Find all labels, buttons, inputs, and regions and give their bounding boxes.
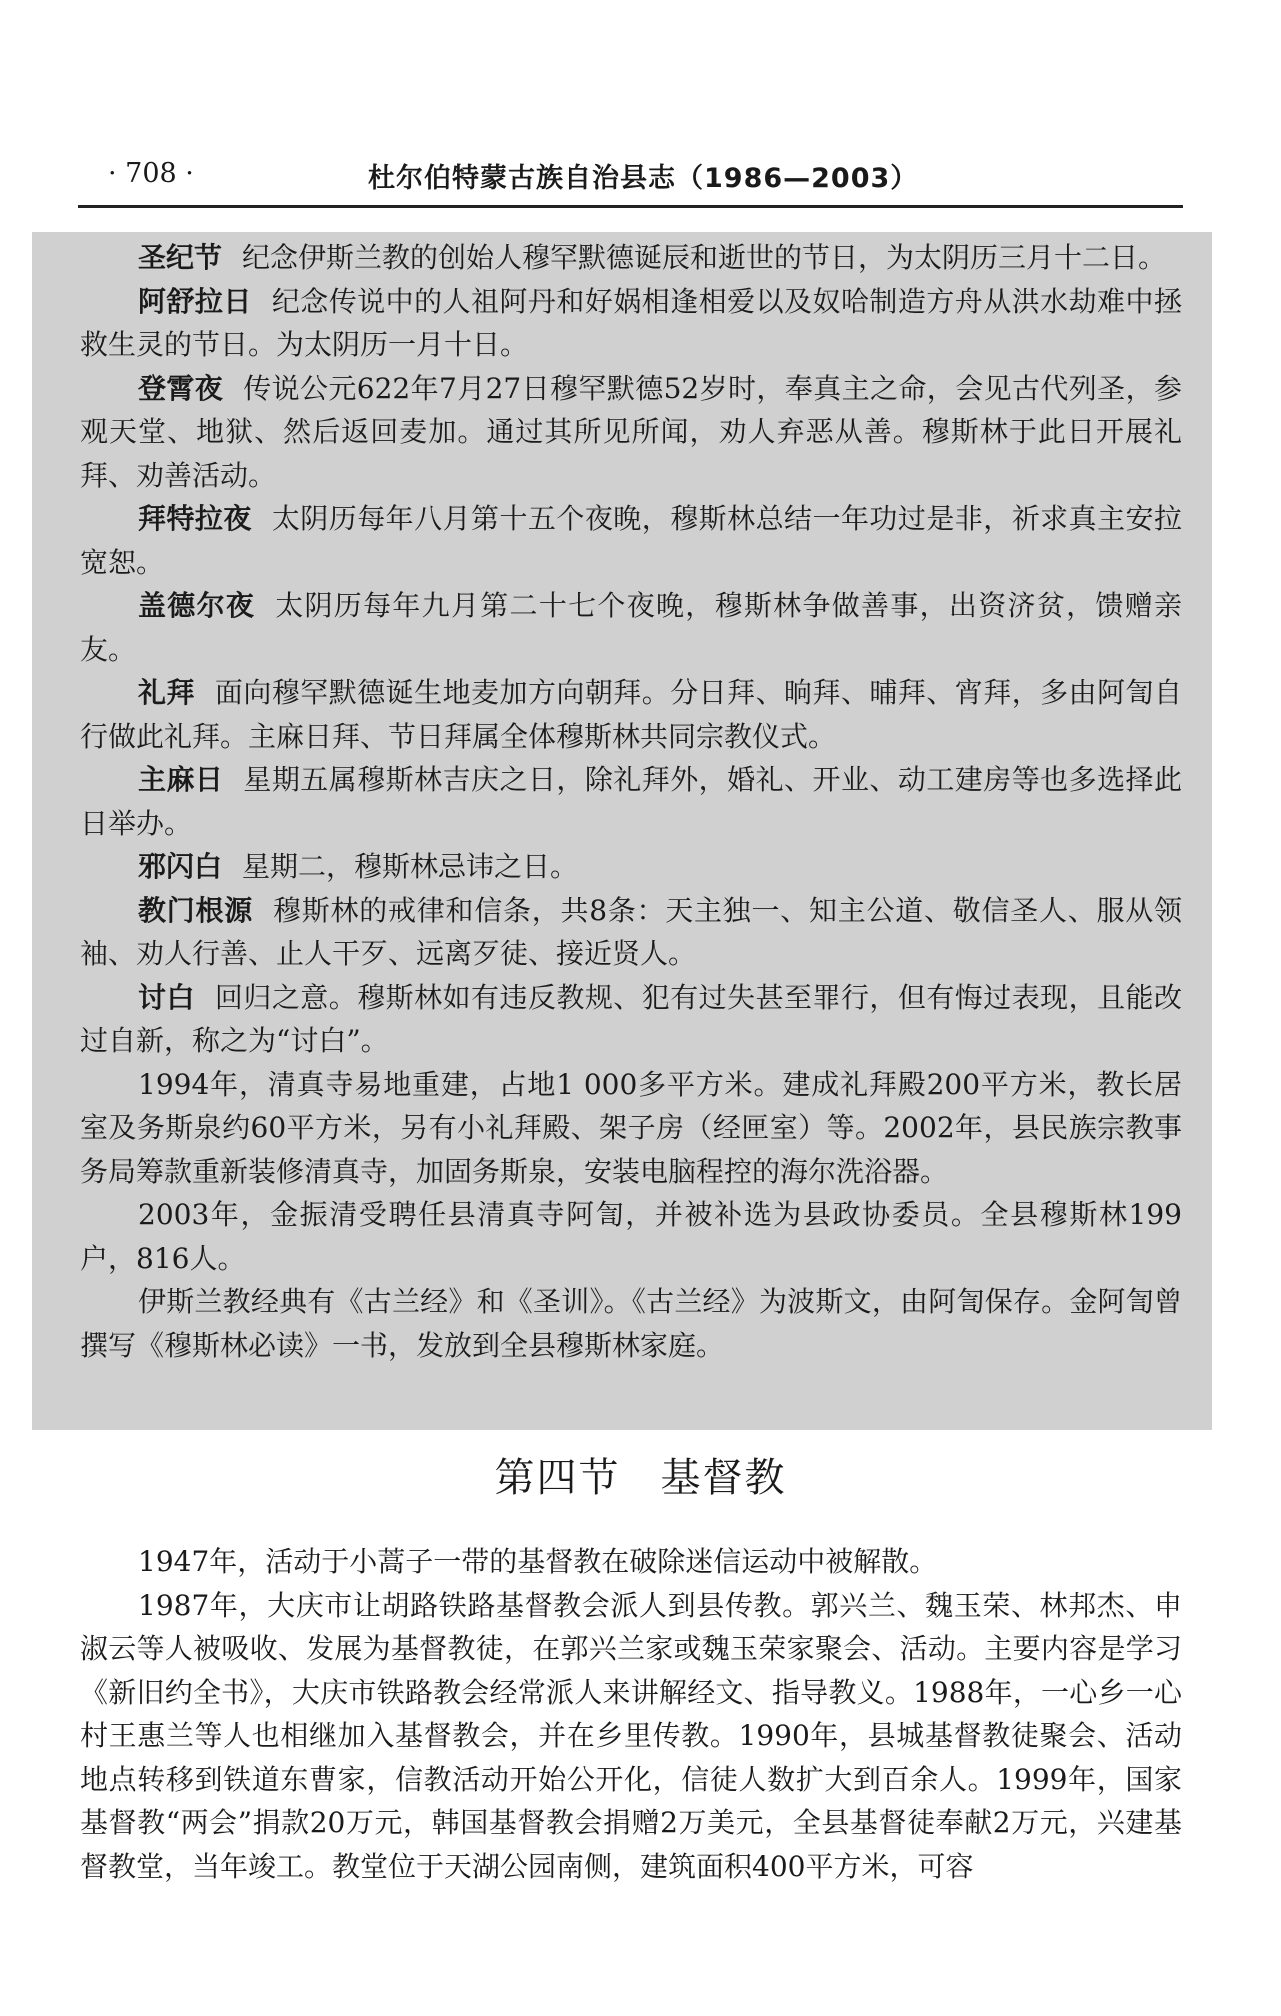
entry-paragraph [80, 367, 1182, 498]
entry-paragraph [80, 845, 1182, 889]
section-title: 基督教 [660, 1455, 787, 1501]
entry-text: 传说公元622年7月27日穆罕默德52岁时，奉真主之命，会见古代列圣，参观天堂、地狱、然后返回麦加。通过其所见所闻，劝人弃恶从善。穆斯林于此日开展礼拜、劝善活动。 [80, 371, 1182, 492]
entry-term: 教门根源 [138, 893, 253, 927]
entry-term: 盖德尔夜 [138, 589, 256, 622]
shaded-text-block [80, 236, 1182, 1367]
entry-paragraph [80, 497, 1182, 584]
page-header [78, 152, 1178, 202]
section-body [80, 1540, 1182, 1888]
entry-paragraph [80, 280, 1182, 367]
section-number: 第四节 [494, 1455, 621, 1501]
body-paragraph: 2003年，金振清受聘任县清真寺阿訇，并被补选为县政协委员。全县穆斯林199户，816人。 [80, 1198, 1182, 1275]
entry-text: 纪念伊斯兰教的创始人穆罕默德诞辰和逝世的节日，为太阴历三月十二日。 [242, 241, 1167, 274]
entry-term: 主麻日 [138, 763, 224, 796]
running-title: 杜尔伯特蒙古族自治县志（1986—2003） [368, 163, 919, 194]
entry-text: 太阴历每年八月第十五个夜晚，穆斯林总结一年功过是非，祈求真主安拉宽恕。 [80, 502, 1182, 579]
entry-paragraph [80, 671, 1182, 758]
entry-paragraph [80, 584, 1182, 671]
entry-text: 星期五属穆斯林吉庆之日，除礼拜外，婚礼、开业、动工建房等也多选择此日举办。 [80, 763, 1182, 840]
entry-term: 礼拜 [138, 676, 195, 709]
entry-term: 邪闪白 [138, 850, 223, 883]
body-paragraph: 1947年，活动于小蒿子一带的基督教在破除迷信运动中被解散。 [138, 1545, 938, 1578]
entry-term: 圣纪节 [138, 241, 223, 274]
entry-text: 纪念传说中的人祖阿丹和好娲相逢相爱以及奴哈制造方舟从洪水劫难中拯救生灵的节日。为太阴历一月十日。 [80, 284, 1182, 361]
body-paragraph: 伊斯兰教经典有《古兰经》和《圣训》。《古兰经》为波斯文，由阿訇保存。金阿訇曾撰写《穆斯林必读》一书，发放到全县穆斯林家庭。 [80, 1285, 1182, 1362]
entry-text: 面向穆罕默德诞生地麦加方向朝拜。分日拜、晌拜、晡拜、宵拜，多由阿訇自行做此礼拜。主麻日拜、节日拜属全体穆斯林共同宗教仪式。 [80, 676, 1182, 753]
body-paragraph: 1994年，清真寺易地重建，占地1 000多平方米。建成礼拜殿200平方米，教长居室及务斯泉约60平方米，另有小礼拜殿、架子房（经匣室）等。2002年，县民族宗教事务局筹款重新装修清真寺，加固务斯泉，安装电脑程控的海尔洗浴器。 [80, 1067, 1182, 1188]
entry-text: 星期二，穆斯林忌讳之日。 [242, 850, 579, 883]
section-heading [0, 1446, 1281, 1503]
header-rule [78, 205, 1183, 208]
entry-term: 拜特拉夜 [138, 502, 252, 535]
entry-paragraph [80, 236, 1182, 280]
entry-paragraph [80, 758, 1182, 845]
entry-term: 阿舒拉日 [138, 284, 252, 318]
entry-text: 穆斯林的戒律和信条，共8条：天主独一、知主公道、敬信圣人、服从领袖、劝人行善、止人干歹、远离歹徒、接近贤人。 [80, 893, 1182, 970]
entry-text: 回归之意。穆斯林如有违反教规、犯有过失甚至罪行，但有悔过表现，且能改过自新，称之为“讨白”。 [80, 980, 1182, 1057]
entry-text: 太阴历每年九月第二十七个夜晚，穆斯林争做善事，出资济贫，馈赠亲友。 [80, 589, 1182, 666]
body-paragraph: 1987年，大庆市让胡路铁路基督教会派人到县传教。郭兴兰、魏玉荣、林邦杰、申淑云等人被吸收、发展为基督教徒，在郭兴兰家或魏玉荣家聚会、活动。主要内容是学习《新旧约全书》，大庆市铁路教会经常派人来讲解经文、指导教义。1988年，一心乡一心村王惠兰等人也相继加入基督教会，并在乡里传教。1990年，县城基督教徒聚会、活动地点转移到铁道东曹家，信教活动开始公开化，信徒人数扩大到百余人。1999年，国家基督教“两会”捐款20万元，韩国基督教会捐赠2万美元，全县基督徒奉献2万元，兴建基督教堂，当年竣工。教堂位于天湖公园南侧，建筑面积400平方米，可容 [80, 1588, 1182, 1883]
entry-term: 登霄夜 [138, 371, 224, 405]
entry-paragraph [80, 889, 1182, 976]
page-number: · 708 · [108, 158, 194, 189]
entry-paragraph [80, 976, 1182, 1063]
entry-term: 讨白 [138, 980, 195, 1014]
